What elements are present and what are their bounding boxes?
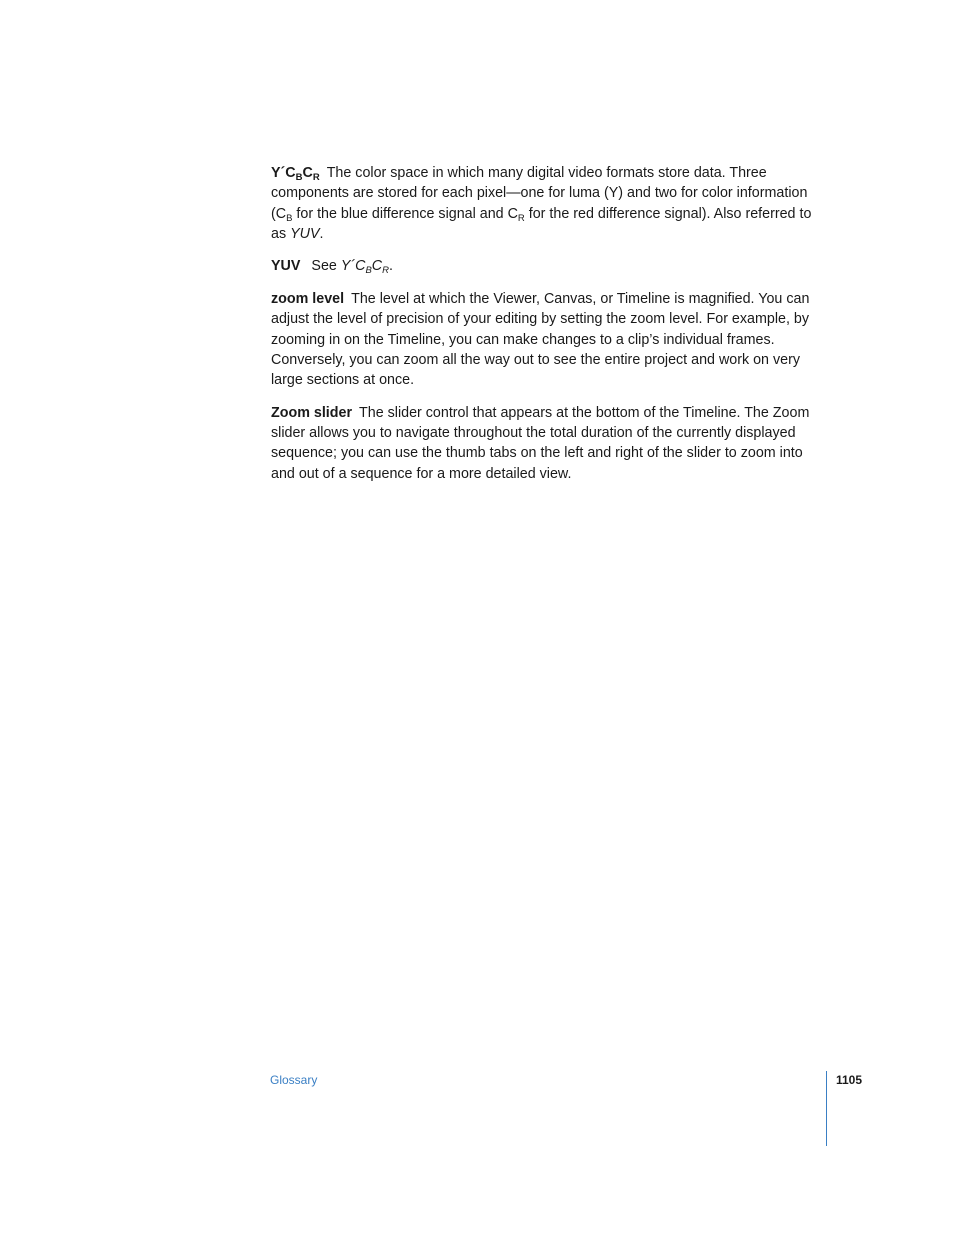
glossary-term: YUV [271, 258, 301, 275]
glossary-term: $Y´C_BC_R$ [271, 165, 320, 183]
cross-reference: YUV [290, 225, 320, 242]
glossary-definition: The level at which the Viewer, Canvas, or Timeline is magnified. You can adjust the level of precision of your editing by setting the zoom level. For example, by zooming in on the Timeline, you can make changes to a clip’s individual frames. Conversely, you can zoom all the way out to see the entire project and work on very large sections at once. [271, 291, 810, 389]
glossary-entry-yuv [271, 256, 823, 276]
glossary-entry-ycbcr [271, 163, 823, 244]
glossary-content [271, 163, 823, 496]
glossary-definition: The color space in which many digital video formats store data. Three components are stored for each pixel—one for luma (Y) and two for color information ($C_B$ for the blue difference signal and $C_R$ for the red difference signal). Also referred to as YUV. [271, 165, 812, 242]
glossary-term: zoom level [271, 291, 345, 308]
footer-section-label: Glossary [270, 1073, 318, 1087]
page-number: 1105 [836, 1073, 863, 1087]
glossary-definition: The slider control that appears at the bottom of the Timeline. The Zoom slider allows you to navigate throughout the total duration of the currently displayed sequence; you can use the thumb tabs on the left and right of the slider to zoom into and out of a sequence for a more detailed view. [271, 404, 810, 482]
glossary-definition: See $Y´C_BC_R$. [311, 258, 393, 277]
cross-reference: $Y´C_BC_R$ [340, 258, 389, 277]
glossary-term: Zoom slider [271, 404, 353, 421]
footer-divider [826, 1071, 827, 1146]
glossary-entry-zoom-level [271, 289, 823, 390]
glossary-entry-zoom-slider [271, 403, 823, 484]
